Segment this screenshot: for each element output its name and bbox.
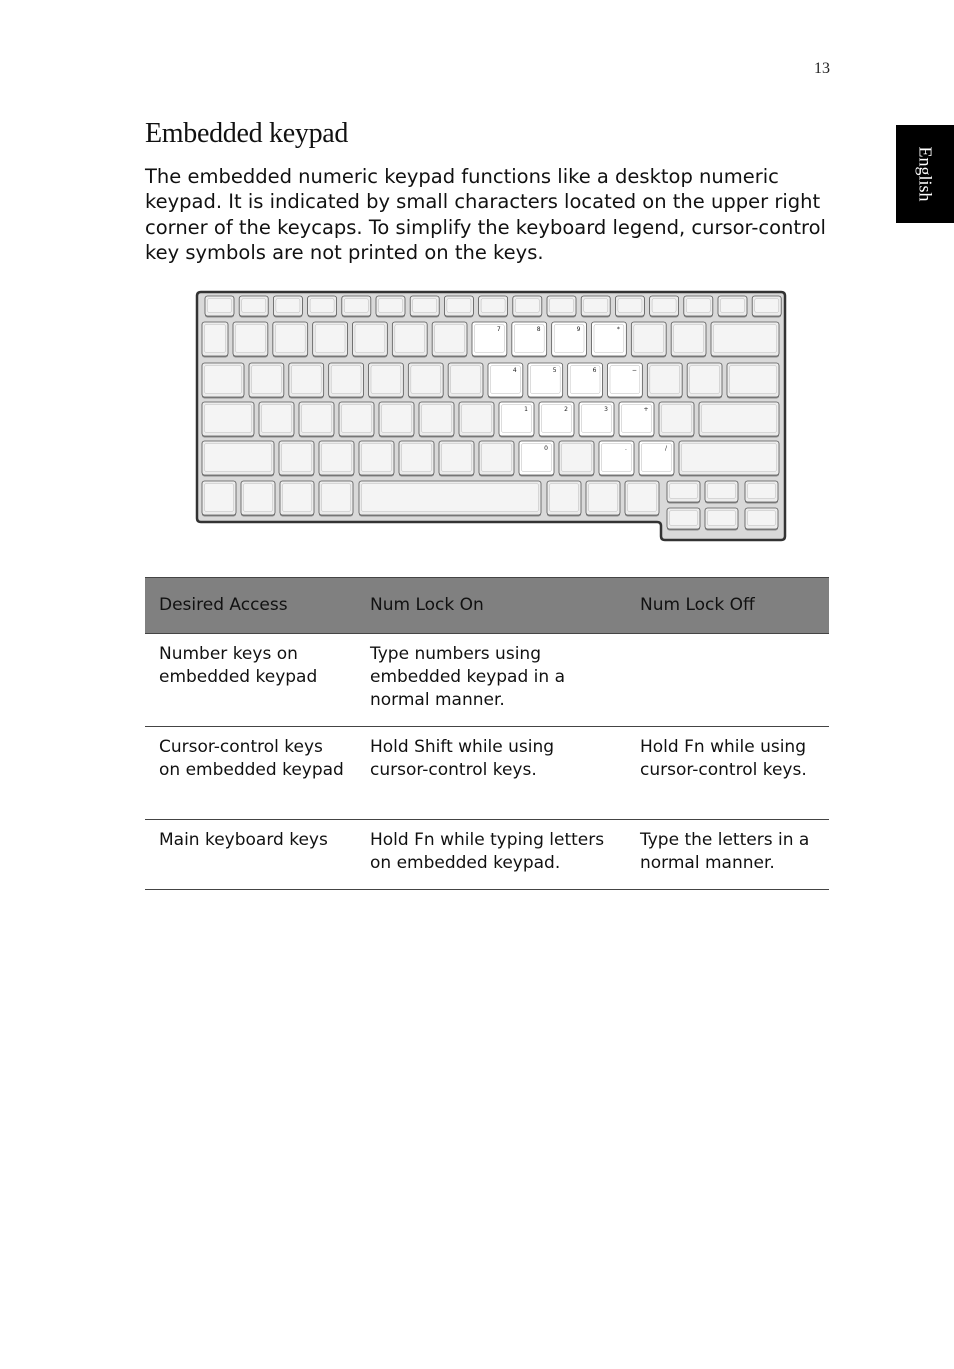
key (625, 481, 659, 517)
header-desired-access: Desired Access (145, 578, 356, 634)
key (705, 508, 738, 531)
key (659, 402, 694, 438)
key (667, 481, 700, 504)
cell-access: Main keyboard keys (145, 820, 356, 890)
key (650, 296, 679, 318)
keypad-legend: 8 (536, 326, 541, 333)
cell-num-lock-off: Type the letters in a normal manner. (626, 820, 829, 890)
keypad-legend: 3 (604, 406, 608, 413)
key (339, 402, 374, 438)
header-num-lock-off: Num Lock Off (626, 578, 829, 634)
key (202, 441, 274, 477)
key (353, 322, 388, 358)
key (586, 481, 620, 517)
key (410, 296, 439, 318)
key (547, 481, 581, 517)
key (479, 441, 514, 477)
key (479, 296, 508, 318)
keypad-legend: 7 (496, 326, 501, 333)
key (615, 296, 644, 318)
key (647, 363, 682, 399)
embedded-keypad-key (639, 441, 674, 477)
keypad-legend: / (664, 445, 668, 452)
key (359, 441, 394, 477)
access-table (145, 577, 829, 890)
header-num-lock-on: Num Lock On (356, 578, 626, 634)
keypad-legend: 1 (524, 406, 528, 413)
keypad-legend: 5 (552, 367, 557, 374)
table-row (145, 820, 829, 890)
embedded-keypad-key (619, 402, 654, 438)
key (329, 363, 364, 399)
text-part: while typing letters on embedded keypad. (370, 830, 605, 873)
keypad-legend: + (643, 406, 649, 413)
keypad-legend: 9 (576, 326, 581, 333)
key (432, 322, 467, 358)
embedded-keypad-key (599, 441, 634, 477)
key (205, 296, 234, 318)
key (671, 322, 706, 358)
embedded-keypad-key (579, 402, 614, 438)
key (299, 402, 334, 438)
key (313, 322, 348, 358)
cell-num-lock-on: Hold Shift while using cursor-control keys. (356, 727, 626, 820)
table-row (145, 634, 829, 727)
embedded-keypad-key (608, 363, 643, 399)
key (513, 296, 542, 318)
key (444, 296, 473, 318)
text-part: Hold (370, 830, 415, 850)
key (202, 363, 244, 399)
embedded-keypad-key (472, 322, 507, 358)
embedded-keypad-key (499, 402, 534, 438)
key (202, 322, 228, 358)
embedded-keypad-key (519, 441, 554, 477)
key (376, 296, 405, 318)
table-row (145, 727, 829, 820)
language-tab-label: English (915, 146, 936, 202)
key (752, 296, 781, 318)
keypad-legend: − (631, 367, 637, 374)
embedded-keypad-key (568, 363, 603, 399)
cell-num-lock-off (626, 634, 829, 727)
text-part: while using cursor-control keys. (640, 737, 807, 780)
embedded-keypad-key (592, 322, 627, 358)
key (319, 481, 353, 517)
section-title: Embedded keypad (145, 118, 349, 149)
keyboard-body (197, 292, 785, 540)
key (239, 296, 268, 318)
embedded-keypad-key (488, 363, 523, 399)
key (419, 402, 454, 438)
key (679, 441, 779, 477)
keypad-legend: 6 (592, 367, 597, 374)
text-part: Hold (640, 737, 685, 757)
key (547, 296, 576, 318)
key (369, 363, 404, 399)
key (408, 363, 443, 399)
key (289, 363, 324, 399)
key (273, 296, 302, 318)
embedded-keypad-key (552, 322, 587, 358)
key (279, 441, 314, 477)
key (202, 481, 236, 517)
key (308, 296, 337, 318)
cell-access: Number keys on embedded keypad (145, 634, 356, 727)
embedded-keypad-key (539, 402, 574, 438)
key (699, 402, 779, 438)
table-header-row (145, 578, 829, 634)
key (745, 508, 778, 531)
key (280, 481, 314, 517)
key (581, 296, 610, 318)
key (631, 322, 666, 358)
cell-num-lock-on: Type numbers using embedded keypad in a normal manner. (356, 634, 626, 727)
key (667, 508, 700, 531)
keypad-legend: * (616, 326, 620, 333)
embedded-keypad-key (512, 322, 547, 358)
keypad-legend: 0 (544, 445, 548, 452)
key (448, 363, 483, 399)
key (399, 441, 434, 477)
key (718, 296, 747, 318)
cell-num-lock-on (356, 820, 626, 890)
key (459, 402, 494, 438)
key (684, 296, 713, 318)
key (319, 441, 354, 477)
page-number: 13 (814, 60, 830, 77)
intro-paragraph: The embedded numeric keypad functions like a desktop numeric keypad. It is indicated by small characters located on the upper right corner of the keycaps. To simplify the keyboard legend, cursor-control key symbols are not printed on the keys. (145, 165, 826, 264)
key (705, 481, 738, 504)
key (233, 322, 268, 358)
keypad-legend: 4 (512, 367, 517, 374)
key (241, 481, 275, 517)
key (379, 402, 414, 438)
keypad-legend: . (625, 445, 627, 452)
cell-access: Cursor-control keys on embedded keypad (145, 727, 356, 820)
key (439, 441, 474, 477)
key (745, 481, 778, 504)
key (392, 322, 427, 358)
key (559, 441, 594, 477)
key (249, 363, 284, 399)
key (273, 322, 308, 358)
key (711, 322, 779, 358)
fn-key-label: Fn (414, 830, 435, 850)
key (727, 363, 779, 399)
fn-key-label: Fn (684, 737, 705, 757)
key (342, 296, 371, 318)
key (687, 363, 722, 399)
cell-num-lock-off (626, 727, 829, 820)
keypad-legend: 2 (564, 406, 568, 413)
embedded-keypad-key (528, 363, 563, 399)
key (259, 402, 294, 438)
key (359, 481, 541, 517)
key (202, 402, 254, 438)
language-tab (896, 125, 954, 223)
keyboard-illustration (195, 290, 787, 544)
